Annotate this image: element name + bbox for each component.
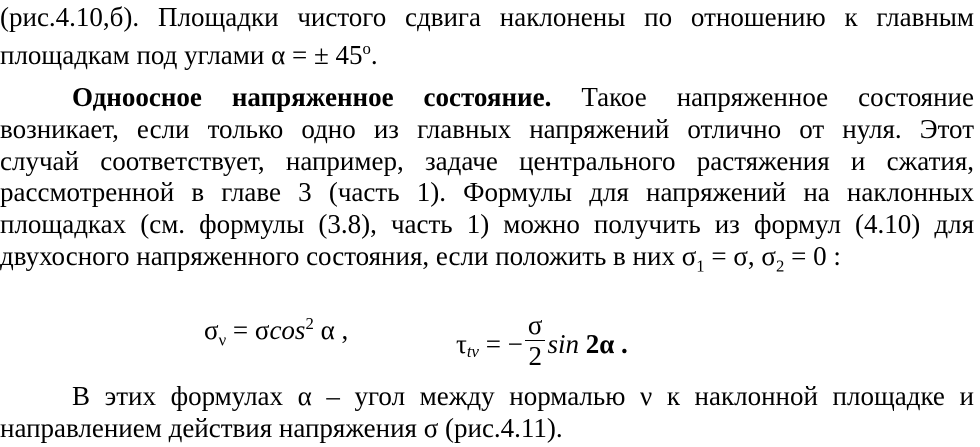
formula-sigma-sub: ν: [218, 330, 227, 350]
text-line-4: возникает, если только одно из главных напряжений отлично от нуля. Этот: [0, 114, 974, 144]
section-heading: Одноосное напряженное состояние.: [72, 82, 552, 112]
formula-end1: α ,: [313, 315, 349, 345]
text-line-8-end: = 0 :: [784, 241, 841, 271]
fraction-denominator: 2: [525, 340, 546, 371]
formula-sigma-nu: [204, 314, 348, 350]
text-line-2: [0, 34, 378, 70]
degree-sup: o: [362, 39, 371, 58]
text-line-9: В этих формулах α – угол между нормалью ν к наклонной площадке и: [72, 381, 974, 411]
formula-tau-sub: tν: [466, 342, 479, 362]
text-line-2-end: .: [370, 40, 378, 70]
text-line-8-mid: = σ, σ: [704, 241, 776, 271]
formula-block: [0, 292, 980, 372]
text-line-7: площадках (см. формулы (3.8), часть 1) можно получить из формул (4.10) для: [0, 209, 974, 239]
text-line-6: рассмотренной в главе 3 (часть 1). Формулы для напряжений на наклонных: [0, 177, 974, 207]
text-line-3: [72, 82, 974, 112]
text-line-1: (рис.4.10,б). Площадки чистого сдвига наклонены по отношению к главным: [0, 2, 974, 32]
text-line-10: направлением действия напряжения σ (рис.4.11).: [0, 413, 563, 443]
text-line-3-rest: Такое напряженное состояние: [551, 82, 974, 112]
formula-tau-symbol: τ: [456, 329, 467, 359]
text-line-8-main: двухосного напряженного состояния, если положить в них σ: [0, 241, 697, 271]
text-line-2-main: площадкам под углами α = ± 45: [0, 40, 363, 70]
sigma2-sub: 2: [775, 256, 785, 276]
sigma1-sub: 1: [696, 256, 705, 276]
formula-cos-sup: 2: [305, 314, 314, 333]
formula-cos: cos: [269, 315, 306, 345]
text-line-8: [0, 241, 841, 281]
formula-sigma: σ: [204, 315, 219, 345]
fraction-numerator: σ: [527, 310, 543, 340]
formula-eq2: = −: [478, 329, 523, 359]
text-line-5: случай соответствует, например, задаче центрального растяжения и сжатия,: [0, 146, 974, 176]
formula-fraction: [525, 310, 546, 371]
formula-eq1: = σ: [226, 315, 270, 345]
formula-tau: [456, 310, 628, 375]
formula-sin: sin: [547, 329, 579, 359]
formula-end2: 2α .: [578, 329, 628, 359]
